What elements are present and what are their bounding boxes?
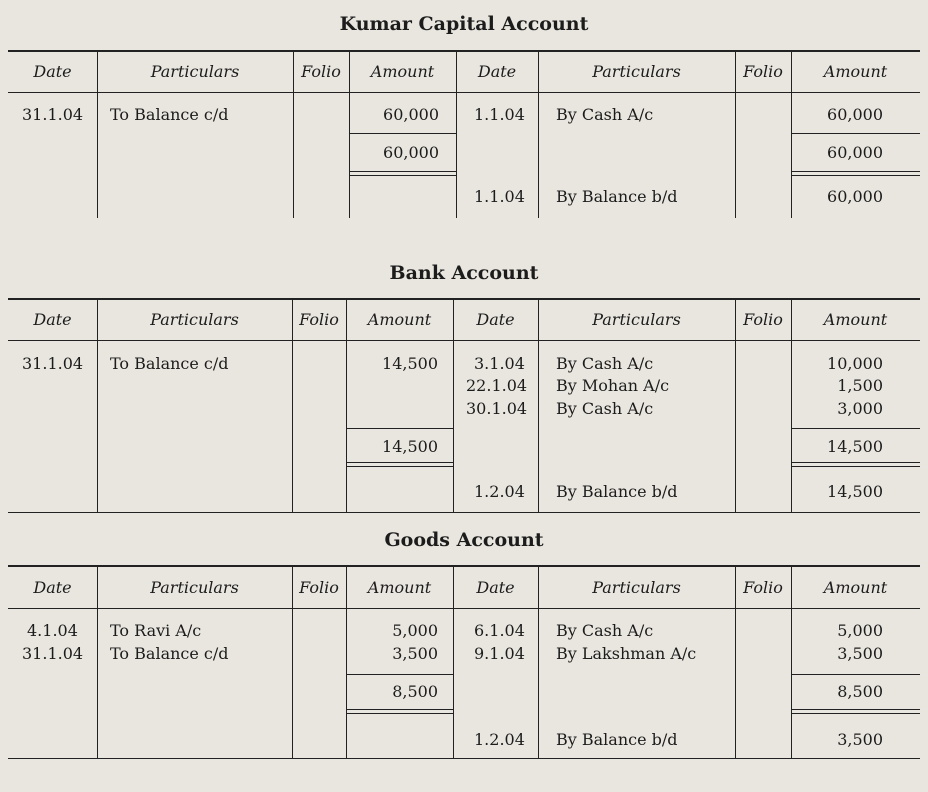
header-particulars: Particulars [150, 578, 239, 597]
double-rule [791, 713, 920, 714]
header-folio: Folio [301, 62, 341, 81]
total-rule [791, 428, 920, 429]
header-folio: Folio [743, 310, 783, 329]
credit-amount: 3,000 [837, 399, 883, 418]
credit-total: 60,000 [827, 143, 883, 162]
total-rule [791, 133, 920, 134]
credit-date: 22.1.04 [466, 376, 528, 395]
credit-amount: 10,000 [827, 354, 883, 373]
credit-particulars: By Mohan A/c [556, 376, 670, 395]
credit-particulars: By Lakshman A/c [556, 644, 697, 663]
debit-amount: 60,000 [383, 105, 439, 124]
credit-particulars: By Cash A/c [556, 621, 654, 640]
total-rule [349, 133, 456, 134]
header-date: Date [477, 62, 517, 81]
double-rule [349, 171, 456, 172]
credit-particulars: By Cash A/c [556, 105, 654, 124]
header-amount: Amount [370, 62, 435, 81]
balance-date: 1.1.04 [474, 187, 525, 206]
debit-date: 31.1.04 [22, 105, 84, 124]
debit-date: 4.1.04 [27, 621, 78, 640]
balance-date: 1.2.04 [474, 482, 525, 501]
header-amount: Amount [367, 310, 432, 329]
credit-total: 14,500 [827, 437, 883, 456]
double-rule [346, 709, 453, 710]
header-folio: Folio [299, 310, 339, 329]
credit-amount: 5,000 [837, 621, 883, 640]
header-bottom-rule [8, 92, 920, 93]
total-rule [791, 674, 920, 675]
header-date: Date [33, 578, 72, 597]
header-particulars: Particulars [150, 62, 240, 81]
debit-date: 31.1.04 [22, 354, 84, 373]
table-bottom-rule [8, 758, 920, 759]
total-rule [346, 428, 453, 429]
debit-date: 31.1.04 [22, 644, 84, 663]
debit-particulars: To Balance c/d [110, 644, 229, 663]
double-rule [791, 462, 920, 463]
header-amount: Amount [367, 578, 432, 597]
table-top-rule [8, 565, 920, 567]
debit-particulars: To Balance c/d [110, 354, 229, 373]
header-date: Date [476, 310, 515, 329]
header-particulars: Particulars [592, 310, 681, 329]
credit-date: 9.1.04 [474, 644, 525, 663]
header-particulars: Particulars [592, 62, 681, 81]
header-particulars: Particulars [592, 578, 681, 597]
credit-date: 1.1.04 [474, 105, 525, 124]
table-top-rule [8, 298, 920, 300]
credit-total: 8,500 [837, 682, 883, 701]
debit-total: 8,500 [392, 682, 438, 701]
header-amount: Amount [823, 310, 888, 329]
header-particulars: Particulars [150, 310, 239, 329]
debit-total: 60,000 [383, 143, 439, 162]
bank-account-title: Bank Account [389, 262, 539, 284]
balance-amount: 14,500 [827, 482, 883, 501]
header-folio: Folio [743, 62, 783, 81]
credit-particulars: By Cash A/c [556, 354, 654, 373]
header-folio: Folio [299, 578, 339, 597]
header-bottom-rule [8, 608, 920, 609]
table-bottom-rule [8, 512, 920, 513]
balance-amount: 3,500 [837, 730, 883, 749]
double-rule [346, 466, 453, 467]
balance-particulars: By Balance b/d [556, 187, 678, 206]
credit-date: 30.1.04 [466, 399, 528, 418]
double-rule [349, 175, 456, 176]
credit-particulars: By Cash A/c [556, 399, 654, 418]
credit-date: 3.1.04 [474, 354, 525, 373]
balance-date: 1.2.04 [474, 730, 525, 749]
credit-date: 6.1.04 [474, 621, 525, 640]
balance-particulars: By Balance b/d [556, 482, 678, 501]
debit-amount: 3,500 [392, 644, 438, 663]
header-date: Date [33, 310, 72, 329]
debit-particulars: To Balance c/d [110, 105, 229, 124]
header-bottom-rule [8, 340, 920, 341]
debit-total: 14,500 [382, 437, 438, 456]
double-rule [791, 175, 920, 176]
double-rule [346, 462, 453, 463]
double-rule [346, 713, 453, 714]
credit-amount: 1,500 [837, 376, 883, 395]
double-rule [791, 466, 920, 467]
total-rule [346, 674, 453, 675]
balance-particulars: By Balance b/d [556, 730, 678, 749]
debit-amount: 5,000 [392, 621, 438, 640]
header-date: Date [476, 578, 515, 597]
credit-amount: 3,500 [837, 644, 883, 663]
header-date: Date [33, 62, 72, 81]
double-rule [791, 171, 920, 172]
header-folio: Folio [743, 578, 783, 597]
debit-amount: 14,500 [382, 354, 438, 373]
goods-account-title: Goods Account [384, 529, 544, 551]
balance-amount: 60,000 [827, 187, 883, 206]
double-rule [791, 709, 920, 710]
debit-particulars: To Ravi A/c [110, 621, 202, 640]
header-amount: Amount [823, 62, 888, 81]
credit-amount: 60,000 [827, 105, 883, 124]
kumar-capital-account-title: Kumar Capital Account [339, 13, 589, 35]
header-amount: Amount [823, 578, 888, 597]
table-top-rule [8, 50, 920, 52]
